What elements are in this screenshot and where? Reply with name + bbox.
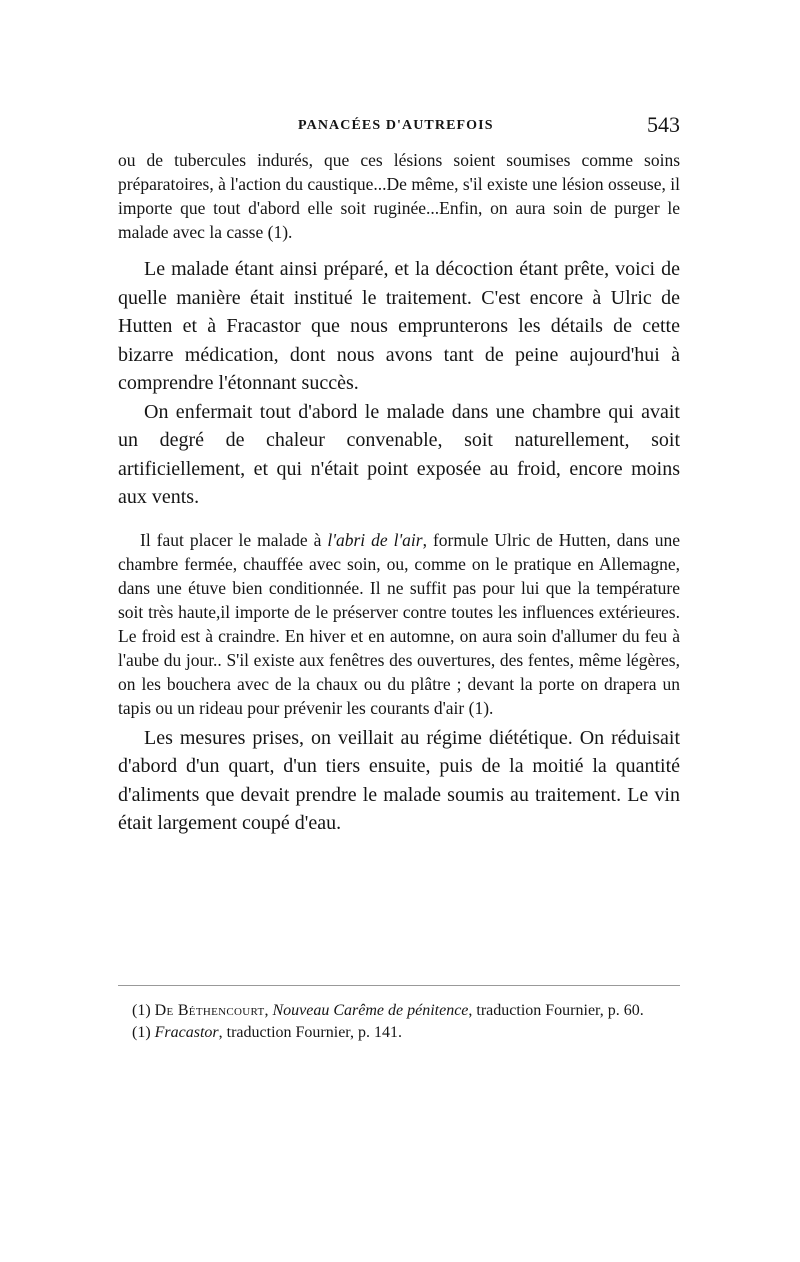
page-body xyxy=(118,148,680,838)
footnote-separator: , xyxy=(264,1002,273,1019)
footnote-rest: , traduction Fournier, p. 60. xyxy=(468,1002,644,1019)
footnote-rest: , traduction Fournier, p. 141. xyxy=(218,1024,402,1041)
footnote-author: De Béthencourt xyxy=(154,1002,265,1019)
page-number: 543 xyxy=(647,112,680,137)
footnote-1 xyxy=(118,1000,680,1022)
paragraph-chamber: On enfermait tout d'abord le malade dans une chambre qui avait un degré de chaleur convenable, soit naturellement, soit artificiellement, et qui n'était point exposée au froid, encore moins aux vents. xyxy=(118,400,680,508)
quote-italic-phrase: l'abri de l'air xyxy=(327,529,423,550)
footnote-title: Fracastor xyxy=(154,1024,219,1041)
paragraph-diet: Les mesures prises, on veillait au régime diététique. On réduisait d'abord d'un quart, d'un tiers ensuite, puis de la moitié la quantité d'aliments que devait prendre le malade soumis au traitement. Le vin était largement coupé d'eau. xyxy=(118,726,680,834)
footnote-marker: (1) xyxy=(132,1024,155,1041)
footnote-2 xyxy=(118,1022,680,1044)
paragraph-quote-hutten xyxy=(118,528,680,720)
quote-text-after: , formule Ulric de Hutten, dans une chambre fermée, chauffée avec soin, ou, comme on le pratique en Allemagne, dans une étuve bien conditionnée. Il ne suffit pas pour lui que la température soit très haute,il importe de le préserver contre toutes les influences extérieures. Le froid est à craindre. En hiver et en automne, on aura soin d'allumer du feu à l'aube du jour.. S'il existe aux fenêtres des ouvertures, des fentes, même légères, on les bouchera avec de la chaux ou du plâtre ; devant la porte on drapera un tapis ou un rideau pour prévenir les courants d'air (1). xyxy=(118,529,681,718)
running-title: PANACÉES D'AUTREFOIS xyxy=(298,118,494,133)
footnote-divider xyxy=(118,985,680,986)
footnote-marker: (1) xyxy=(132,1002,155,1019)
paragraph-treatment-intro: Le malade étant ainsi préparé, et la décoction étant prête, voici de quelle manière était institué le traitement. C'est encore à Ulric de Hutten et à Fracastor que nous emprunterons les détails de cette bizarre médication, dont nous avons tant de peine aujourd'hui à comprendre l'étonnant succès. xyxy=(118,258,680,394)
footnote-title: Nouveau Carême de pénitence xyxy=(272,1002,469,1019)
paragraph-continuation: ou de tubercules indurés, que ces lésions soient soumises comme soins préparatoires, à l'action du caustique...De même, s'il existe une lésion osseuse, il importe que tout d'abord elle soit ruginée...Enfin, on aura soin de purger le malade avec la casse (1). xyxy=(118,150,680,242)
quote-text-before: Il faut placer le malade à xyxy=(140,529,328,550)
page-header xyxy=(118,112,680,142)
footnotes xyxy=(118,1000,680,1044)
